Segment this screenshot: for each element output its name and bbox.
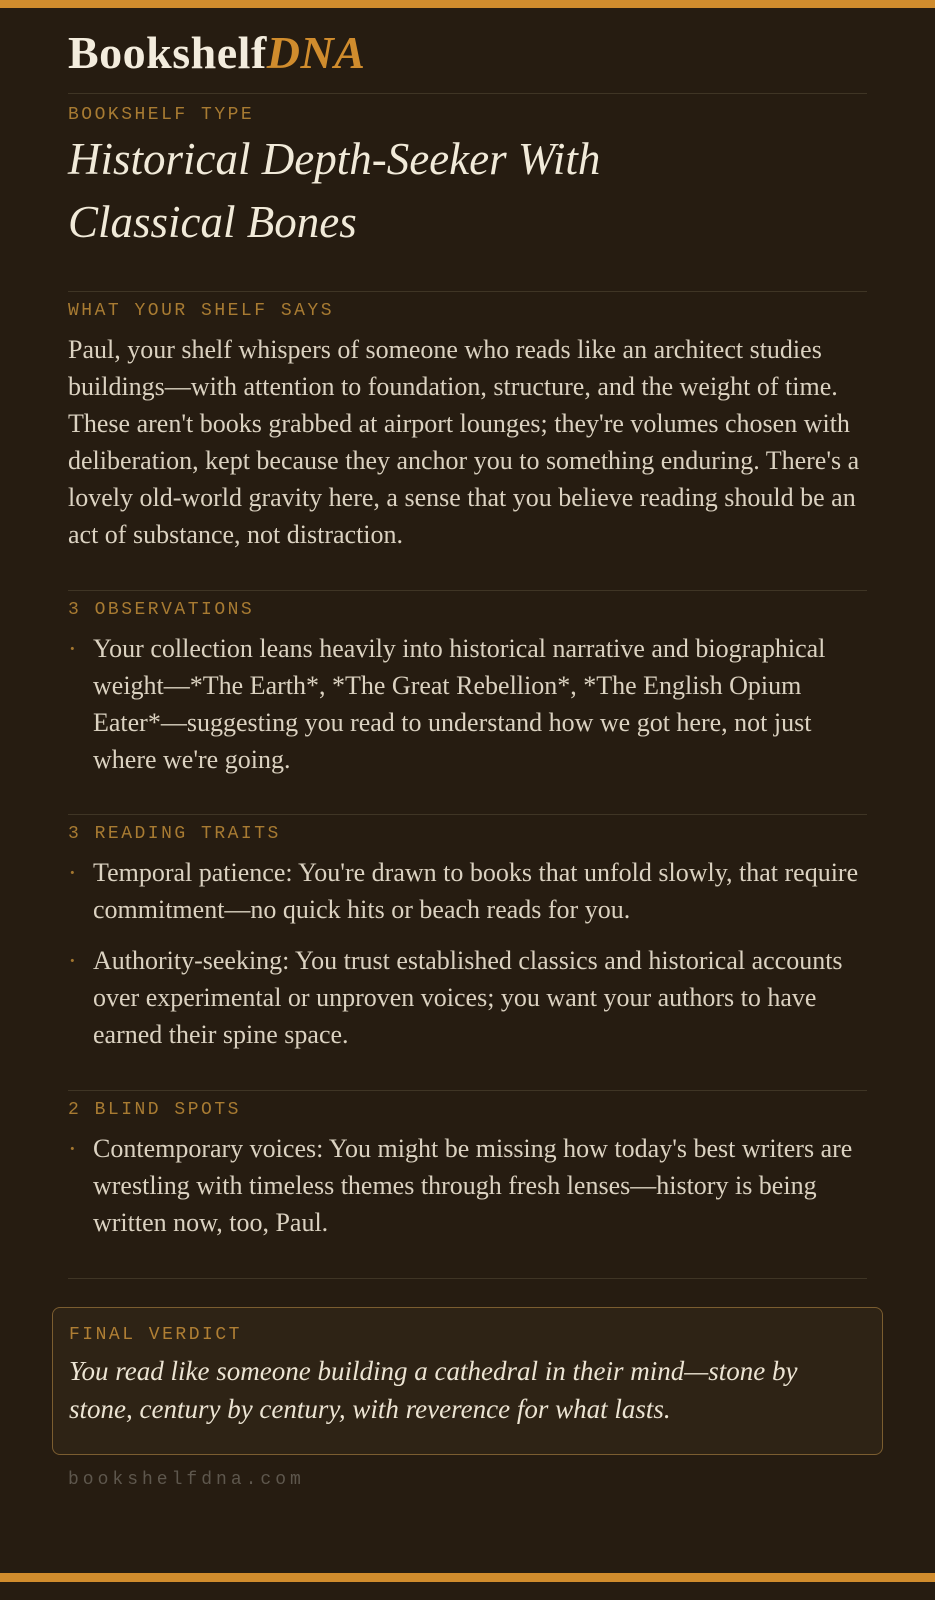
top-accent-bar	[0, 0, 935, 8]
bottom-accent-bar	[0, 1573, 935, 1582]
section-divider	[68, 590, 867, 591]
list-item	[68, 943, 867, 1054]
section-shelf-says	[68, 291, 867, 553]
section-observations	[68, 590, 867, 779]
section-blind-spots	[68, 1090, 867, 1242]
bullet-dot-icon: ·	[68, 1133, 77, 1163]
reading-traits-list	[68, 855, 867, 1054]
bullet-dot-icon: ·	[68, 633, 77, 663]
list-item-text: Authority-seeking: You trust established classics and historical accounts over experimental or unproven voices; you want your authors to have earned their spine space.	[93, 946, 843, 1050]
brand-name-regular: Bookshelf	[68, 27, 267, 78]
section-label: 3 READING TRAITS	[68, 824, 281, 845]
final-verdict-card	[52, 1307, 883, 1456]
section-divider	[68, 291, 867, 292]
list-item	[68, 631, 867, 779]
observations-list	[68, 631, 867, 779]
footer-domain: bookshelfdna.com	[68, 1470, 305, 1491]
section-label: 3 OBSERVATIONS	[68, 599, 255, 620]
list-item-text: Your collection leans heavily into historical narrative and biographical weight—*The Earth*, *The Great Rebellion*, *The English Opium Eater*—suggesting you read to understand how we got here, not just where we're going.	[93, 633, 826, 774]
section-label: 2 BLIND SPOTS	[68, 1099, 241, 1120]
list-item	[68, 855, 867, 929]
bookshelf-type-eyebrow: BOOKSHELF TYPE	[68, 104, 255, 125]
section-divider	[68, 814, 867, 815]
verdict-label: FINAL VERDICT	[69, 1324, 242, 1345]
section-label: WHAT YOUR SHELF SAYS	[68, 301, 335, 322]
section-divider	[68, 1278, 867, 1279]
section-divider	[68, 1090, 867, 1091]
bullet-dot-icon: ·	[68, 858, 77, 888]
list-item-text: Temporal patience: You're drawn to books that unfold slowly, that require commitment—no quick hits or beach reads for you.	[93, 858, 859, 925]
page-title: Historical Depth-Seeker With Classical Bones	[68, 133, 601, 248]
brand-logo	[68, 28, 867, 79]
brand-name-accent: DNA	[266, 27, 366, 78]
list-item-text: Contemporary voices: You might be missing how today's best writers are wrestling with timeless themes through fresh lenses—history is being written now, too, Paul.	[93, 1133, 853, 1237]
section-reading-traits	[68, 814, 867, 1054]
list-item	[68, 1131, 867, 1242]
section-final-verdict	[68, 1278, 867, 1456]
shelf-says-paragraph: Paul, your shelf whispers of someone who reads like an architect studies buildings—with attention to foundation, structure, and the weight of time. These aren't books grabbed at airport lounges; they're volumes chosen with deliberation, kept because they anchor you to something enduring. There's a lovely old-world gravity here, a sense that you believe reading should be an act of substance, not distraction.	[68, 335, 860, 549]
verdict-text: You read like someone building a cathedral in their mind—stone by stone, century by century, with reverence for what lasts.	[69, 1355, 798, 1425]
header-divider	[68, 93, 867, 94]
bullet-dot-icon: ·	[68, 946, 77, 976]
report-page	[0, 8, 935, 1491]
header	[68, 28, 867, 255]
blind-spots-list	[68, 1131, 867, 1242]
